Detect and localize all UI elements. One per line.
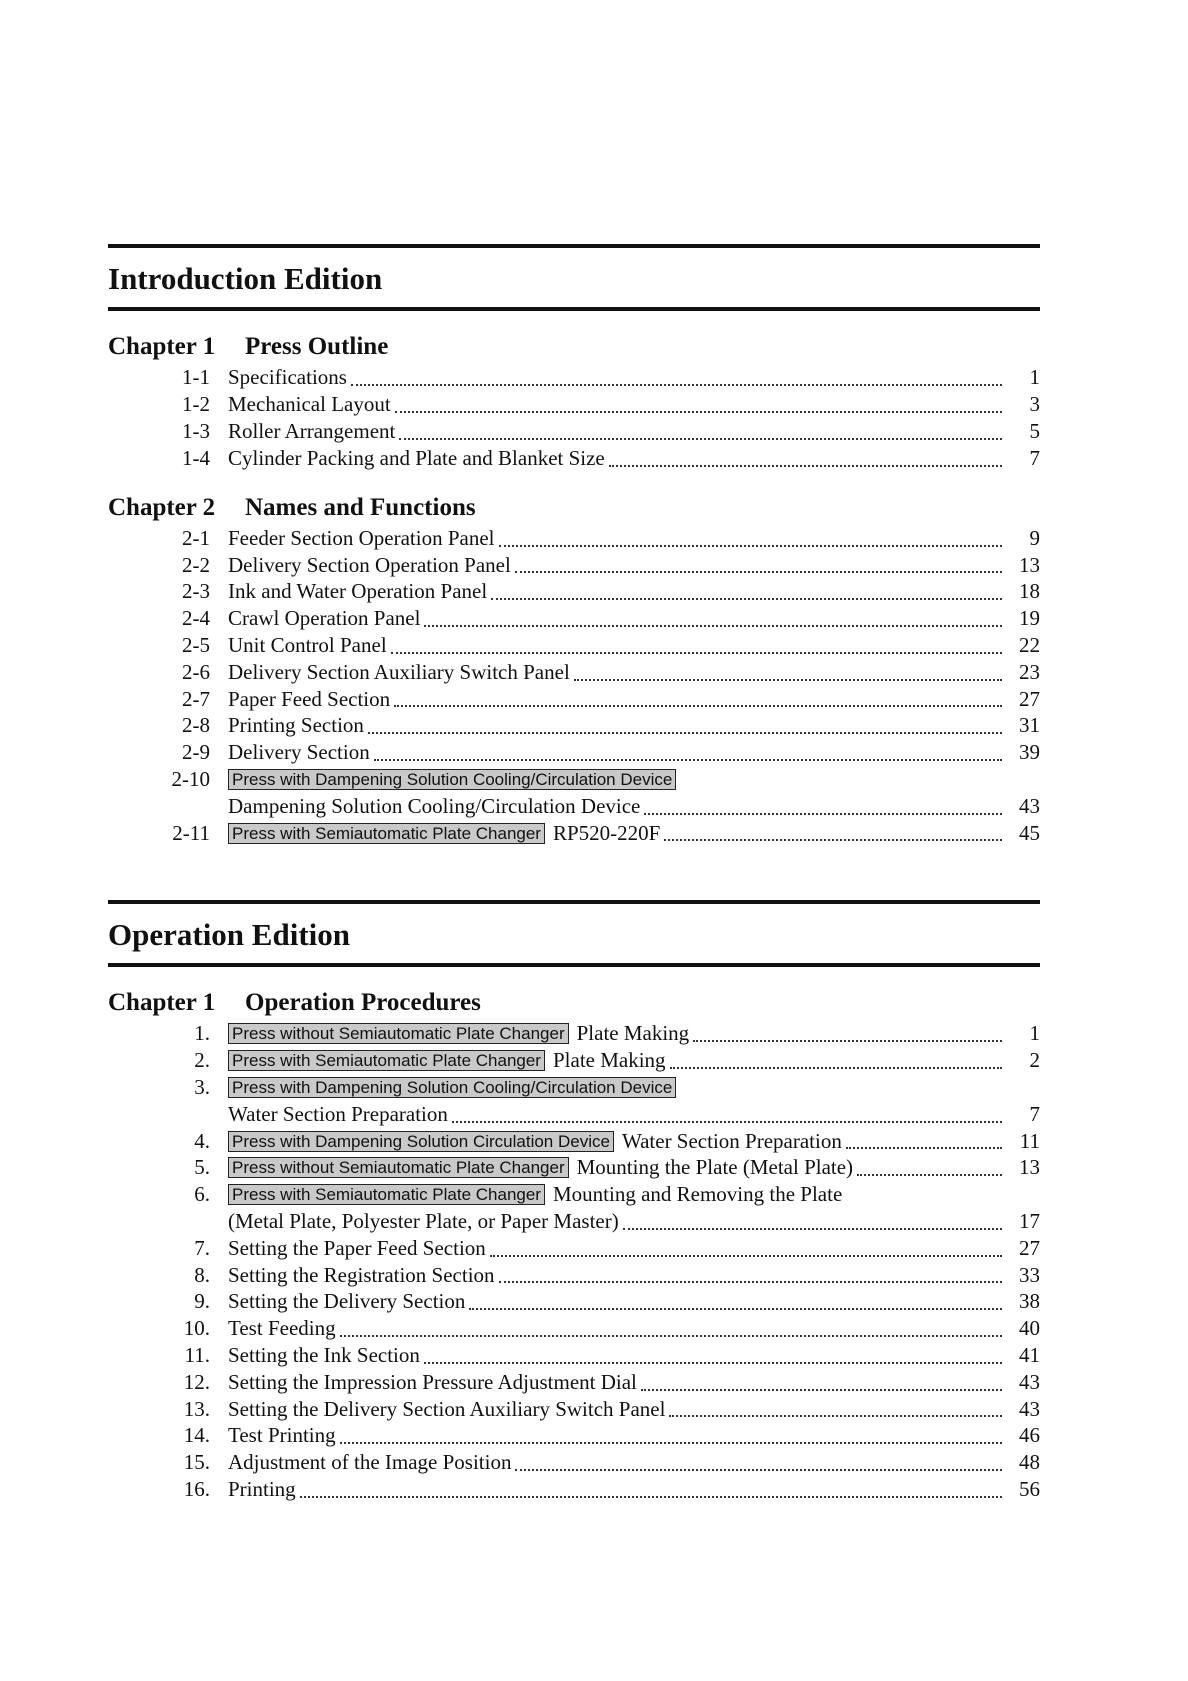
toc-entry[interactable]: [108, 525, 1040, 552]
toc-entry-title: Plate Making: [576, 1021, 690, 1046]
toc-entry-number: 2-1: [182, 525, 210, 550]
toc-entry-title: Setting the Delivery Section Auxiliary Switch Panel: [228, 1396, 666, 1421]
toc-entry[interactable]: [108, 1449, 1040, 1476]
leader-dots: [623, 1227, 1002, 1230]
toc-entry-text-wrap: [228, 1422, 336, 1449]
leader-dots: [340, 1441, 1002, 1444]
toc-entry-text-wrap: [228, 1074, 684, 1101]
toc-entry-page: 1: [1029, 365, 1040, 390]
toc-entry-number: 3.: [194, 1075, 210, 1100]
leader-dots: [491, 597, 1002, 600]
leader-dots: [693, 1039, 1002, 1042]
toc-entry-text-wrap: [228, 1262, 495, 1289]
leader-dots: [399, 437, 1002, 440]
toc-entry[interactable]: [108, 445, 1040, 472]
toc-entry-text-wrap: [228, 766, 684, 793]
toc-entry-title: Adjustment of the Image Position: [228, 1450, 512, 1475]
toc-entry-number: 5.: [194, 1155, 210, 1180]
toc-entry-title: Crawl Operation Panel: [228, 606, 421, 631]
toc-entry-text-wrap: [228, 1315, 336, 1342]
toc-entry-number: 15.: [183, 1450, 210, 1475]
leader-dots: [669, 1414, 1002, 1417]
toc-entry-page: 43: [1019, 1396, 1040, 1421]
toc-entry-text-wrap: [228, 445, 605, 472]
toc-entry-title: Specifications: [228, 365, 347, 390]
toc-entry-text-wrap: [228, 1101, 448, 1128]
toc-entry-page: 46: [1019, 1423, 1040, 1448]
toc-entry-title: Setting the Paper Feed Section: [228, 1235, 486, 1260]
toc-entry-title: Paper Feed Section: [228, 686, 391, 711]
toc-entry-text-wrap: [228, 1449, 511, 1476]
toc-entry-number: 8.: [194, 1262, 210, 1287]
leader-dots: [490, 1254, 1002, 1257]
toc-entry-text-wrap: [228, 1181, 842, 1208]
leader-dots: [846, 1146, 1002, 1149]
toc-entry-page: 17: [1019, 1209, 1040, 1234]
intro-chapters: [108, 331, 1040, 846]
toc-entry-title: Mechanical Layout: [228, 392, 391, 417]
toc-entry-page: 18: [1019, 579, 1040, 604]
leader-dots: [670, 1066, 1002, 1069]
toc-entry-number: 1-2: [182, 392, 210, 417]
toc-entry-number: 2-2: [182, 552, 210, 577]
toc-entry[interactable]: [108, 1047, 1040, 1074]
toc-entry-title: Mounting and Removing the Plate: [552, 1182, 843, 1207]
toc-entry-number: 6.: [194, 1182, 210, 1207]
toc-entry-page: 19: [1019, 606, 1040, 631]
chapter-heading: [108, 331, 1040, 362]
press-variant-tag: Press without Semiautomatic Plate Changer: [228, 1023, 569, 1044]
toc-entry-page: 23: [1019, 659, 1040, 684]
chapter-heading: [108, 492, 1040, 523]
toc-entry-title: Test Feeding: [228, 1316, 336, 1341]
toc-entry-title: Delivery Section: [228, 740, 370, 765]
toc-entry-title: Setting the Registration Section: [228, 1262, 495, 1287]
toc-entry-number: 2-11: [172, 820, 210, 845]
leader-dots: [469, 1307, 1002, 1310]
toc-entry[interactable]: [108, 1315, 1040, 1342]
toc-entry[interactable]: [108, 578, 1040, 605]
leader-dots: [574, 678, 1002, 681]
toc-entry-title: Water Section Preparation: [228, 1101, 448, 1126]
toc-entry-title: Setting the Impression Pressure Adjustment Dial: [228, 1369, 637, 1394]
toc-entry-number: 1-3: [182, 419, 210, 444]
operation-top-rule: [108, 900, 1040, 904]
toc-entry-number: 2-8: [182, 713, 210, 738]
toc-entry[interactable]: [108, 712, 1040, 739]
toc-entry[interactable]: [108, 766, 1040, 793]
leader-dots: [340, 1334, 1002, 1337]
toc-entry-title: Plate Making: [552, 1048, 666, 1073]
toc-entry-title: Printing: [228, 1476, 296, 1501]
intro-edition: [108, 244, 1040, 846]
toc-entry-text-wrap: [228, 686, 390, 713]
toc-entry[interactable]: [108, 659, 1040, 686]
toc-entry-title: Delivery Section Auxiliary Switch Panel: [228, 659, 570, 684]
toc-entry-page: 2: [1029, 1048, 1040, 1073]
toc-entry-number: 2-10: [171, 767, 210, 792]
intro-top-rule: [108, 244, 1040, 248]
toc-entry[interactable]: [108, 1128, 1040, 1155]
leader-dots: [641, 1388, 1002, 1391]
toc-entry-text-wrap: [228, 364, 347, 391]
toc-entry[interactable]: [108, 1101, 1040, 1128]
chapter-label: Chapter 1: [108, 333, 216, 361]
toc-entry[interactable]: [108, 1288, 1040, 1315]
toc-entry[interactable]: [108, 1020, 1040, 1047]
toc-entry-title: Delivery Section Operation Panel: [228, 552, 511, 577]
toc-entry-text-wrap: [228, 1047, 666, 1074]
toc-entry-title: RP520-220F: [552, 820, 661, 845]
toc-entry-page: 1: [1029, 1021, 1040, 1046]
toc-entry-title: Ink and Water Operation Panel: [228, 579, 488, 604]
toc-entry-number: 2-9: [182, 740, 210, 765]
toc-entry[interactable]: [108, 1208, 1040, 1235]
press-variant-tag: Press without Semiautomatic Plate Changer: [228, 1157, 569, 1178]
toc-entry[interactable]: [108, 739, 1040, 766]
leader-dots: [300, 1495, 1002, 1498]
toc-entry[interactable]: [108, 793, 1040, 820]
operation-chapters: [108, 987, 1040, 1503]
toc-entry-number: 11.: [184, 1343, 210, 1367]
toc-entry-text-wrap: [228, 418, 395, 445]
leader-dots: [391, 651, 1002, 654]
toc-entry-number: 1.: [194, 1021, 210, 1046]
leader-dots: [515, 570, 1002, 573]
toc-entry-page: 27: [1019, 1235, 1040, 1260]
toc-entry-number: 2-5: [182, 633, 210, 658]
chapter-name: Operation Procedures: [245, 989, 481, 1017]
toc-entry-number: 9.: [194, 1289, 210, 1314]
toc-entry-page: 27: [1019, 686, 1040, 711]
operation-edition: [108, 900, 1040, 1503]
toc-entry-title: Test Printing: [228, 1423, 336, 1448]
toc-entry-page: 7: [1029, 1101, 1040, 1126]
toc-entry-number: 2-4: [182, 606, 210, 631]
leader-dots: [424, 624, 1002, 627]
chapter-label: Chapter 1: [108, 989, 216, 1017]
toc-entry-page: 43: [1019, 793, 1040, 818]
toc-entry-text-wrap: [228, 739, 370, 766]
intro-edition-title: Introduction Edition: [108, 261, 383, 296]
toc-entry-text-wrap: [228, 659, 570, 686]
toc-entry-page: 38: [1019, 1289, 1040, 1314]
toc-entry-page: 33: [1019, 1262, 1040, 1287]
toc-entry-page: 45: [1019, 820, 1040, 845]
toc-entry-title: Dampening Solution Cooling/Circulation Device: [228, 793, 641, 818]
toc-entry-title: Feeder Section Operation Panel: [228, 525, 495, 550]
toc-entry[interactable]: [108, 605, 1040, 632]
toc-entry[interactable]: [108, 1396, 1040, 1423]
operation-edition-title: Operation Edition: [108, 917, 351, 952]
toc-entry-title: Setting the Delivery Section: [228, 1289, 466, 1314]
toc-entry-page: 48: [1019, 1450, 1040, 1475]
press-variant-tag: Press with Semiautomatic Plate Changer: [228, 1050, 545, 1071]
toc-entry-text-wrap: [228, 1235, 486, 1262]
toc-entry-text-wrap: [228, 1476, 296, 1503]
toc-entry[interactable]: [108, 364, 1040, 391]
toc-entry-page: 5: [1029, 419, 1040, 444]
leader-dots: [452, 1120, 1002, 1123]
toc-entry-number: 2-6: [182, 659, 210, 684]
leader-dots: [499, 544, 1003, 547]
toc-entry-text-wrap: [228, 605, 420, 632]
leader-dots: [499, 1280, 1002, 1283]
leader-dots: [368, 731, 1002, 734]
toc-entry-page: 7: [1029, 445, 1040, 470]
toc-entry-number: 2.: [194, 1048, 210, 1073]
toc-entry-number: 7.: [194, 1235, 210, 1260]
toc-entry-text-wrap: [228, 1396, 665, 1423]
toc-entry[interactable]: [108, 1422, 1040, 1449]
toc-entry-page: 13: [1019, 552, 1040, 577]
toc-entry[interactable]: [108, 418, 1040, 445]
toc-entry[interactable]: [108, 1262, 1040, 1289]
toc-entry-text-wrap: [228, 1288, 465, 1315]
toc-entry[interactable]: [108, 552, 1040, 579]
toc-entry-page: 41: [1019, 1343, 1040, 1367]
toc-entry[interactable]: [108, 391, 1040, 418]
chapter-name: Press Outline: [245, 333, 389, 361]
toc-entry-text-wrap: [228, 1154, 853, 1181]
toc-entry-text-wrap: [228, 712, 364, 739]
toc-entry-text-wrap: [228, 1128, 842, 1155]
toc-entry-text-wrap: [228, 1020, 689, 1047]
toc-entry-number: 13.: [183, 1396, 210, 1421]
toc-entry-page: 31: [1019, 713, 1040, 738]
leader-dots: [644, 812, 1002, 815]
leader-dots: [374, 758, 1002, 761]
chapter-heading: [108, 987, 1040, 1018]
toc-entry-text-wrap: [228, 793, 640, 820]
chapter-name: Names and Functions: [245, 493, 476, 521]
toc-entry[interactable]: [108, 1235, 1040, 1262]
toc-entry-number: 2-7: [182, 686, 210, 711]
toc-entry-text-wrap: [228, 578, 487, 605]
leader-dots: [515, 1468, 1002, 1471]
operation-bottom-rule: [108, 963, 1040, 967]
toc-entry-number: 12.: [183, 1369, 210, 1394]
toc-entry-text-wrap: [228, 1342, 420, 1369]
toc-entry-number: 1-4: [182, 445, 210, 470]
toc-entry-text-wrap: [228, 820, 660, 847]
toc-entry[interactable]: [108, 820, 1040, 847]
leader-dots: [609, 464, 1002, 467]
toc-entry-page: 9: [1029, 525, 1040, 550]
toc-entry-title: Unit Control Panel: [228, 633, 387, 658]
toc-entry-page: 40: [1019, 1316, 1040, 1341]
toc-entry[interactable]: [108, 1154, 1040, 1181]
intro-bottom-rule: [108, 307, 1040, 311]
toc-entry[interactable]: [108, 1342, 1040, 1369]
toc-entry-page: 11: [1019, 1128, 1040, 1153]
toc-entry-text-wrap: [228, 525, 495, 552]
leader-dots: [395, 410, 1002, 413]
toc-entry-page: 3: [1029, 392, 1040, 417]
leader-dots: [424, 1361, 1002, 1364]
press-variant-tag: Press with Dampening Solution Cooling/Circulation Device: [228, 1077, 676, 1098]
toc-entry-title: Printing Section: [228, 713, 364, 738]
press-variant-tag: Press with Dampening Solution Cooling/Circulation Device: [228, 769, 676, 790]
toc-entry-page: 56: [1019, 1476, 1040, 1501]
leader-dots: [857, 1173, 1002, 1176]
toc-entry-page: 39: [1019, 740, 1040, 765]
toc-entry-number: 2-3: [182, 579, 210, 604]
leader-dots: [664, 838, 1002, 841]
toc-entry-title: Roller Arrangement: [228, 419, 396, 444]
toc-entry[interactable]: [108, 1074, 1040, 1101]
toc-entry-text-wrap: [228, 1208, 619, 1235]
toc-entry-text-wrap: [228, 632, 387, 659]
press-variant-tag: Press with Semiautomatic Plate Changer: [228, 823, 545, 844]
toc-entry-title: Setting the Ink Section: [228, 1343, 420, 1367]
toc-entry-number: 14.: [183, 1423, 210, 1448]
toc-entry-title: Mounting the Plate (Metal Plate): [576, 1155, 854, 1180]
press-variant-tag: Press with Semiautomatic Plate Changer: [228, 1184, 545, 1205]
chapter-label: Chapter 2: [108, 493, 216, 521]
toc-entry-number: 10.: [183, 1316, 210, 1341]
toc-entry-number: 1-1: [182, 365, 210, 390]
leader-dots: [351, 383, 1002, 386]
toc-entry[interactable]: [108, 1369, 1040, 1396]
toc-entry-text-wrap: [228, 391, 391, 418]
toc-entry-page: 13: [1019, 1155, 1040, 1180]
toc-entry-page: 43: [1019, 1369, 1040, 1394]
toc-entry-page: 22: [1019, 633, 1040, 658]
toc-entry-number: 16.: [183, 1476, 210, 1501]
toc-entry-number: 4.: [194, 1128, 210, 1153]
toc-entry[interactable]: [108, 686, 1040, 713]
press-variant-tag: Press with Dampening Solution Circulation Device: [228, 1131, 614, 1152]
toc-entry-title: Cylinder Packing and Plate and Blanket Size: [228, 445, 605, 470]
toc-entry-text-wrap: [228, 552, 511, 579]
toc-entry-text-wrap: [228, 1369, 637, 1396]
toc-entry[interactable]: [108, 1476, 1040, 1503]
toc-entry-title: (Metal Plate, Polyester Plate, or Paper Master): [228, 1209, 619, 1234]
toc-entry[interactable]: [108, 632, 1040, 659]
leader-dots: [394, 704, 1002, 707]
toc-entry-title: Water Section Preparation: [621, 1128, 842, 1153]
toc-entry[interactable]: [108, 1181, 1040, 1208]
